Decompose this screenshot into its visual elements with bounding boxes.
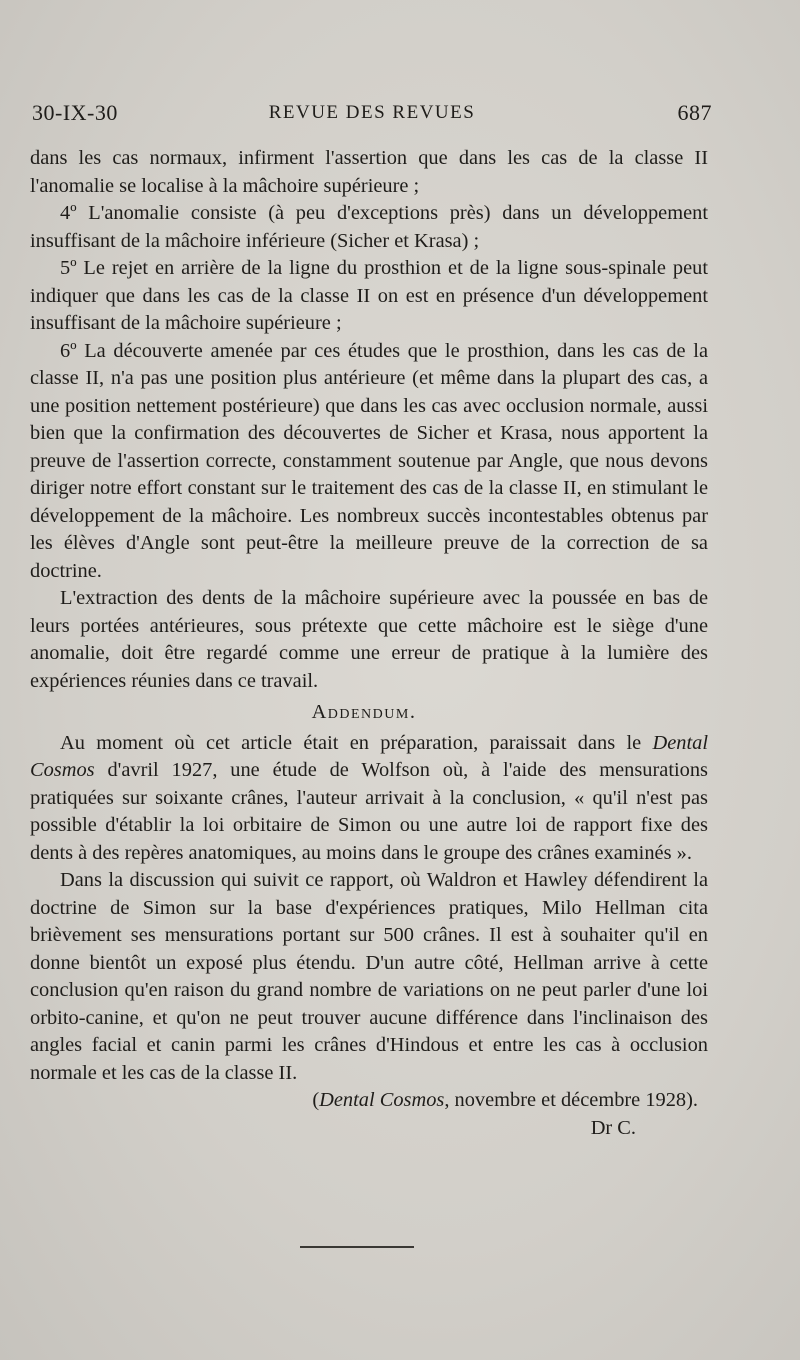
paragraph-continuation: dans les cas normaux, infirment l'assertion que dans les cas de la classe II l'anomalie se localise à la mâchoire supérieure ;	[30, 147, 708, 197]
running-header	[32, 100, 712, 134]
paragraph-point-4: 4º L'anomalie consiste (à peu d'exceptions près) dans un développement insuffisant de la mâchoire inférieure (Sicher et Krasa) ;	[30, 202, 708, 252]
header-title: REVUE DES REVUES	[268, 102, 476, 123]
paragraph-point-6: 6º La découverte amenée par ces études que le prosthion, dans les cas de la classe II, n'a pas une position plus antérieure (et même dans la plupart des cas, a une position nettement postérieure) que dans les cas avec occlusion normale, aussi bien que la confirmation des découvertes de Sicher et Krasa, nous apportent la preuve de l'assertion correcte, constamment soutenue par Angle, que nous devons diriger notre effort constant sur le traitement des cas de la classe II, en stimulant le développement de la mâchoire. Les nombreux succès incontestables obtenus par les élèves d'Angle sont peut-être la meilleure preuve de la correction de sa doctrine.	[30, 339, 708, 582]
citation-rest: , novembre et décembre 1928).	[444, 1089, 698, 1111]
addendum-p1-start: Au moment où cet article était en préparation, paraissait dans le	[60, 731, 653, 754]
paragraph-point-5: 5º Le rejet en arrière de la ligne du prosthion et de la ligne sous-spinale peut indiquer que dans les cas de la classe II on est en présence d'un développement insuffisant de la mâchoire supérieure ;	[30, 257, 708, 334]
addendum-paragraph-2: Dans la discussion qui suivit ce rapport, où Waldron et Hawley défendirent la doctrine de Simon sur la base d'expériences pratiques, Milo Hellman cita brièvement ses mensurations portant sur 500 crânes. Il est à souhaiter qu'il en donne bientôt un exposé plus étendu. D'un autre côté, Hellman arrive à cette conclusion qu'en raison du grand nombre de variations on ne peut parler d'une loi orbito-canine, et qu'on ne peut trouver aucune différence dans l'inclinaison des angles facial et canin parmi les crânes d'Hindous et entre les cas à occlusion normale et les cas de la classe II.	[30, 869, 708, 1084]
citation-journal: Dental Cosmos	[319, 1089, 445, 1111]
journal-title: Dental Cosmos	[30, 731, 708, 781]
author-signature: Dr C.	[590, 1116, 636, 1139]
citation-open: (	[312, 1089, 320, 1111]
paragraph-extraction: L'extraction des dents de la mâchoire supérieure avec la poussée en bas de leurs portées antérieures, sous prétexte que cette mâchoire est le siège d'une anomalie, doit être regardé comme une erreur de pratique à la lumière des expériences réunies dans ce travail.	[30, 587, 708, 692]
addendum-p1-end: d'avril 1927, une étude de Wolfson où, à l'aide des mensurations pratiquées sur soixante crânes, l'auteur arrivait à la conclusion, « qu'il n'est pas possible d'établir la loi orbitaire de Simon ou une autre loi de rapport fixe des dents à des repères anatomiques, au moins dans le groupe des crânes examinés ».	[30, 759, 708, 864]
closing-rule	[300, 1246, 414, 1248]
addendum-paragraph-1	[30, 730, 708, 868]
header-date: 30-IX-30	[32, 100, 118, 125]
source-citation	[30, 1087, 708, 1115]
page-body	[30, 145, 708, 1142]
addendum-heading: Addendum.	[311, 701, 417, 723]
page-number: 687	[677, 100, 712, 125]
